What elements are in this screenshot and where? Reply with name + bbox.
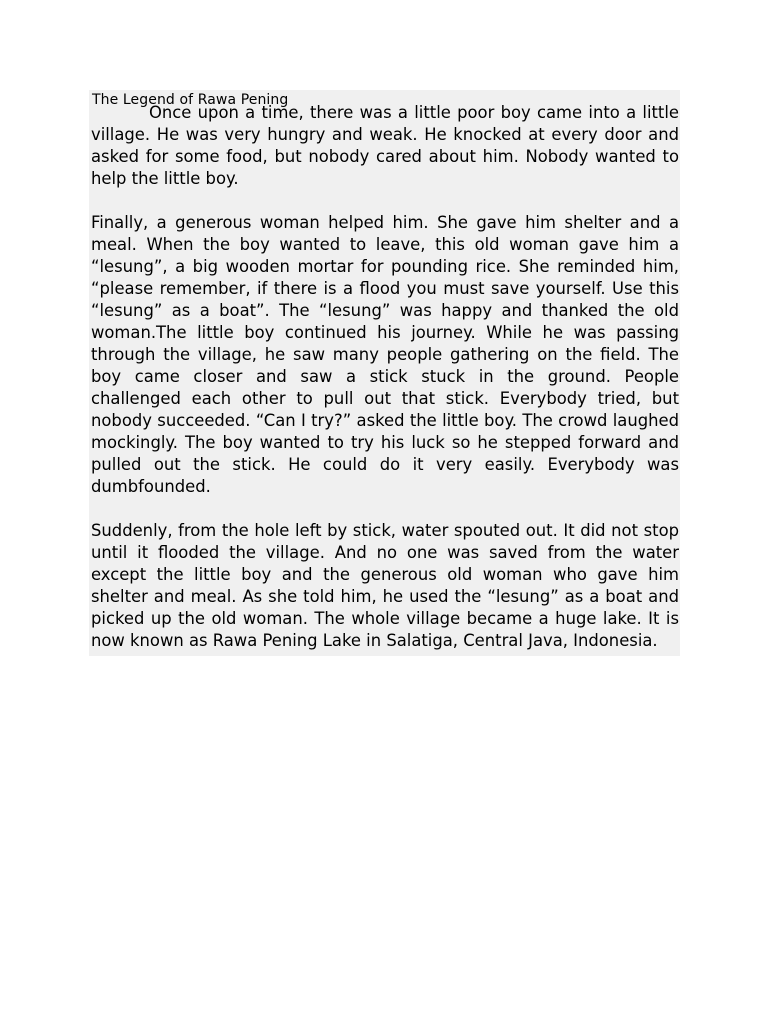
paragraph-2: Finally, a generous woman helped him. She gave him shelter and a meal. When the boy wanted to leave, this old woman gave him a “lesung”, a big wooden mortar for pounding rice. She reminded him, “please remember, if there is a flood you must save yourself. Use this “lesung” as a boat”. The “lesung” was happy and thanked the old woman.The little boy continued his journey. While he was passing through the village, he saw many people gathering on the field. The boy came closer and saw a stick stuck in the ground. People challenged each other to pull out that stick. Everybody tried, but nobody succeeded. “Can I try?” asked the little boy. The crowd laughed mockingly. The boy wanted to try his luck so he stepped forward and pulled out the stick. He could do it very easily. Everybody was dumbfounded. <box>91 213 679 496</box>
paragraph-1: Once upon a time, there was a little poor boy came into a little village. He was very hungry and weak. He knocked at every door and asked for some food, but nobody cared about him. Nobody wanted to help the little boy. <box>91 103 679 188</box>
paragraph-spacer <box>89 498 680 520</box>
document-title: The Legend of Rawa Pening <box>92 92 289 108</box>
story-text-block <box>89 90 680 656</box>
paragraph-3: Suddenly, from the hole left by stick, water spouted out. It did not stop until it flooded the village. And no one was saved from the water except the little boy and the generous old woman who gave him shelter and meal. As she told him, he used the “lesung” as a boat and picked up the old woman. The whole village became a huge lake. It is now known as Rawa Pening Lake in Salatiga, Central Java, Indonesia. <box>91 521 679 650</box>
paragraph-spacer <box>89 190 680 212</box>
